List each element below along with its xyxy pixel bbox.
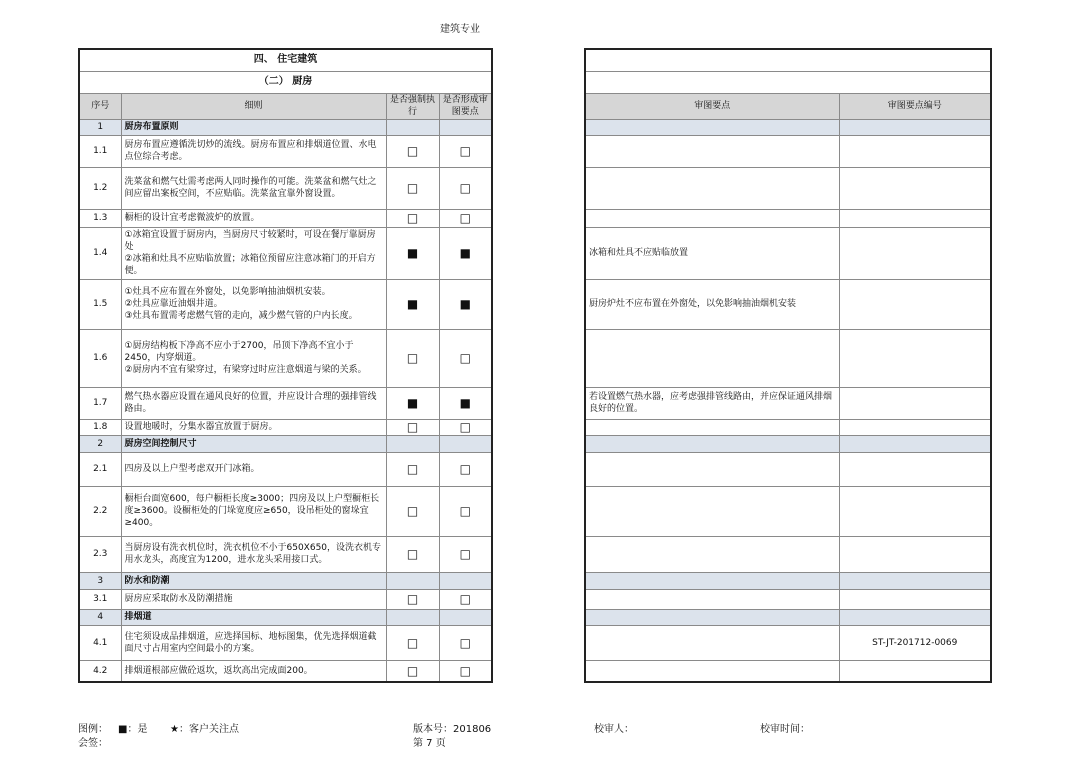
section-blank-r [439, 609, 492, 625]
mandatory-checkbox: □ [386, 589, 439, 609]
rule-text: 设置地暖时，分集水器宜放置于厨房。 [121, 419, 386, 435]
row-number: 4.1 [79, 625, 121, 660]
review-checkbox: ■ [439, 387, 492, 419]
review-point-text [585, 660, 839, 682]
review-row [585, 329, 991, 387]
review-checkbox: □ [439, 209, 492, 227]
section-blank-code [839, 119, 991, 135]
review-row [585, 486, 991, 536]
mandatory-checkbox: □ [386, 135, 439, 167]
section-row [79, 435, 492, 452]
review-checkbox: □ [439, 660, 492, 682]
section-blank-code [839, 435, 991, 452]
page-header: 建筑专业 [440, 24, 480, 35]
review-checkbox: □ [439, 329, 492, 387]
row-number: 2.1 [79, 452, 121, 486]
section-row [79, 119, 492, 135]
rule-text: ①灶具不应布置在外窗处，以免影响抽油烟机安装。 ②灶具应靠近油烟井道。 ③灶具布置需考虑燃气管的走向，减少燃气管的户内长度。 [121, 279, 386, 329]
section-blank-m [386, 119, 439, 135]
mandatory-checkbox: □ [386, 486, 439, 536]
table-row [79, 625, 492, 660]
table-row [79, 536, 492, 572]
section-blank-point [585, 572, 839, 589]
review-code [839, 387, 991, 419]
section-blank-point [585, 435, 839, 452]
review-code [839, 135, 991, 167]
section-blank-r [439, 119, 492, 135]
row-number: 1.3 [79, 209, 121, 227]
review-code [839, 589, 991, 609]
review-checkbox: □ [439, 536, 492, 572]
section-blank-r [439, 572, 492, 589]
review-point-text [585, 486, 839, 536]
review-code [839, 209, 991, 227]
page-number: 第 7 页 [413, 738, 446, 749]
row-number: 3.1 [79, 589, 121, 609]
review-row [585, 625, 991, 660]
row-number: 1.1 [79, 135, 121, 167]
rule-text: 燃气热水器应设置在通风良好的位置，并应设计合理的强排管线路由。 [121, 387, 386, 419]
review-row [585, 452, 991, 486]
legend-yes: ■：是 [118, 724, 148, 735]
legend-label: 图例： [78, 724, 108, 735]
version-label: 版本号：201806 [413, 724, 492, 735]
review-code [839, 486, 991, 536]
rule-text: 洗菜盆和燃气灶需考虑两人同时操作的可能。洗菜盆和燃气灶之间应留出案板空间，不应贴临。洗菜盆宜靠外窗设置。 [121, 167, 386, 209]
section-blank-code [839, 609, 991, 625]
table-row [79, 167, 492, 209]
row-number: 1.7 [79, 387, 121, 419]
table-row [79, 135, 492, 167]
review-row [585, 419, 991, 435]
rules-table [78, 48, 493, 683]
mandatory-checkbox: □ [386, 167, 439, 209]
review-point-text [585, 452, 839, 486]
rule-text: 橱柜台面宽600，每户橱柜长度≥3000；四房及以上户型橱柜长度≥3600。设橱柜处的门垛宽度应≥650，设吊柜处的窗垛宜≥400。 [121, 486, 386, 536]
review-row [585, 135, 991, 167]
review-code [839, 329, 991, 387]
review-row [585, 167, 991, 209]
row-number: 2.3 [79, 536, 121, 572]
review-checkbox: □ [439, 419, 492, 435]
review-table [584, 48, 992, 683]
col-points: 审图要点 [585, 93, 839, 119]
table-title: 四、 住宅建筑 [79, 49, 492, 71]
review-code [839, 227, 991, 279]
review-subtitle-row [585, 71, 991, 93]
review-checkbox: □ [439, 589, 492, 609]
rule-text: ①冰箱宜设置于厨房内，当厨房尺寸较紧时，可设在餐厅靠厨房处 ②冰箱和灶具不应贴临放置；冰箱位预留应注意冰箱门的开启方便。 [121, 227, 386, 279]
mandatory-checkbox: ■ [386, 227, 439, 279]
review-header-row [585, 93, 991, 119]
review-point-text: 若设置燃气热水器，应考虑强排管线路由，并应保证通风排烟良好的位置。 [585, 387, 839, 419]
review-section-row [585, 609, 991, 625]
table-row [79, 329, 492, 387]
review-row [585, 279, 991, 329]
review-checkbox: □ [439, 135, 492, 167]
col-mandatory: 是否强制执行 [386, 93, 439, 119]
review-checkbox: □ [439, 625, 492, 660]
col-rule: 细则 [121, 93, 386, 119]
review-point-text [585, 625, 839, 660]
review-subtitle-blank [585, 71, 991, 93]
column-header-row [79, 93, 492, 119]
section-title: 排烟道 [121, 609, 386, 625]
review-point-text [585, 419, 839, 435]
table-subtitle: （二） 厨房 [79, 71, 492, 93]
review-title-row [585, 49, 991, 71]
table-row [79, 227, 492, 279]
table-row [79, 486, 492, 536]
review-point-text [585, 135, 839, 167]
section-blank-point [585, 609, 839, 625]
review-code [839, 536, 991, 572]
rule-text: 排烟道根部应做砼返坎，返坎高出完成面200。 [121, 660, 386, 682]
legend-star: ★：客户关注点 [170, 724, 239, 735]
review-row [585, 387, 991, 419]
mandatory-checkbox: □ [386, 419, 439, 435]
table-title-row [79, 49, 492, 71]
section-row [79, 609, 492, 625]
review-checkbox: ■ [439, 227, 492, 279]
row-number: 1.4 [79, 227, 121, 279]
review-code [839, 167, 991, 209]
section-number: 4 [79, 609, 121, 625]
mandatory-checkbox: □ [386, 452, 439, 486]
col-seq: 序号 [79, 93, 121, 119]
rule-text: 住宅须设成品排烟道，应选择国标、地标图集，优先选择烟道截面尺寸占用室内空间最小的方案。 [121, 625, 386, 660]
section-title: 防水和防潮 [121, 572, 386, 589]
mandatory-checkbox: ■ [386, 387, 439, 419]
mandatory-checkbox: □ [386, 329, 439, 387]
mandatory-checkbox: □ [386, 660, 439, 682]
review-section-row [585, 119, 991, 135]
table-row [79, 209, 492, 227]
review-point-text [585, 589, 839, 609]
review-code: ST-JT-201712-0069 [839, 625, 991, 660]
review-row [585, 209, 991, 227]
rule-text: 厨房布置应遵循洗切炒的流线。厨房布置应和排烟道位置、水电点位综合考虑。 [121, 135, 386, 167]
review-point-text: 厨房炉灶不应布置在外窗处，以免影响抽油烟机安装 [585, 279, 839, 329]
row-number: 1.6 [79, 329, 121, 387]
review-section-row [585, 435, 991, 452]
rule-text: 当厨房设有洗衣机位时，洗衣机位不小于650X650，设洗衣机专用水龙头，高度宜为1200，进水龙头采用接口式。 [121, 536, 386, 572]
section-blank-code [839, 572, 991, 589]
mandatory-checkbox: □ [386, 625, 439, 660]
review-time-label: 校审时间： [760, 724, 810, 735]
reviewer-label: 校审人： [594, 724, 634, 735]
table-subtitle-row [79, 71, 492, 93]
row-number: 1.8 [79, 419, 121, 435]
table-row [79, 419, 492, 435]
review-point-text [585, 329, 839, 387]
review-code [839, 419, 991, 435]
section-blank-point [585, 119, 839, 135]
review-checkbox: □ [439, 452, 492, 486]
section-number: 3 [79, 572, 121, 589]
section-title: 厨房布置原则 [121, 119, 386, 135]
review-row [585, 660, 991, 682]
review-point-text: 冰箱和灶具不应贴临放置 [585, 227, 839, 279]
col-review: 是否形成审图要点 [439, 93, 492, 119]
table-row [79, 452, 492, 486]
section-number: 1 [79, 119, 121, 135]
section-title: 厨房空间控制尺寸 [121, 435, 386, 452]
mandatory-checkbox: □ [386, 209, 439, 227]
row-number: 1.5 [79, 279, 121, 329]
table-row [79, 387, 492, 419]
review-code [839, 279, 991, 329]
col-code: 审图要点编号 [839, 93, 991, 119]
rule-text: 橱柜的设计宜考虑微波炉的放置。 [121, 209, 386, 227]
countersign-label: 会签： [78, 738, 108, 749]
section-blank-r [439, 435, 492, 452]
review-checkbox: □ [439, 167, 492, 209]
rule-text: 四房及以上户型考虑双开门冰箱。 [121, 452, 386, 486]
review-section-row [585, 572, 991, 589]
review-row [585, 536, 991, 572]
review-point-text [585, 209, 839, 227]
review-point-text [585, 536, 839, 572]
section-number: 2 [79, 435, 121, 452]
table-row [79, 279, 492, 329]
rule-text: 厨房应采取防水及防潮措施 [121, 589, 386, 609]
review-point-text [585, 167, 839, 209]
review-checkbox: □ [439, 486, 492, 536]
rule-text: ①厨房结构板下净高不应小于2700，吊顶下净高不宜小于2450，内穿烟道。 ②厨房内不宜有梁穿过，有梁穿过时应注意烟道与梁的关系。 [121, 329, 386, 387]
review-checkbox: ■ [439, 279, 492, 329]
review-code [839, 452, 991, 486]
row-number: 2.2 [79, 486, 121, 536]
section-blank-m [386, 609, 439, 625]
mandatory-checkbox: ■ [386, 279, 439, 329]
review-row [585, 227, 991, 279]
row-number: 1.2 [79, 167, 121, 209]
row-number: 4.2 [79, 660, 121, 682]
section-blank-m [386, 572, 439, 589]
table-row [79, 660, 492, 682]
review-code [839, 660, 991, 682]
mandatory-checkbox: □ [386, 536, 439, 572]
section-row [79, 572, 492, 589]
table-row [79, 589, 492, 609]
section-blank-m [386, 435, 439, 452]
review-title-blank [585, 49, 991, 71]
review-row [585, 589, 991, 609]
